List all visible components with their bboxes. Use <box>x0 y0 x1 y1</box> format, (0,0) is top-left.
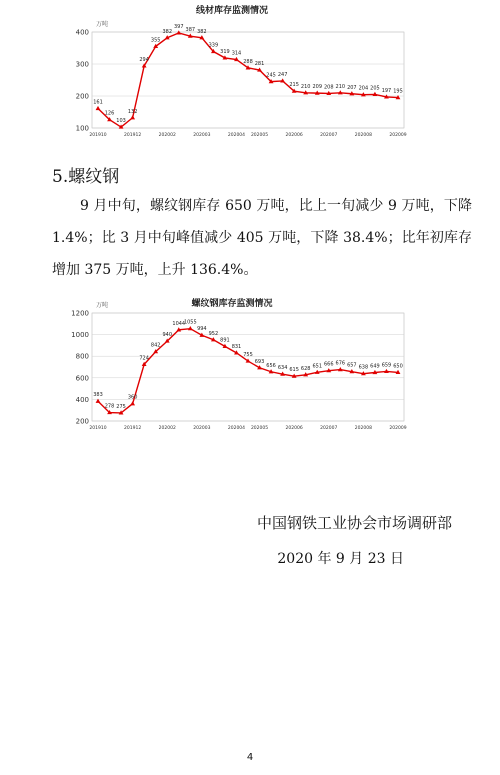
data-label: 210 <box>335 83 346 90</box>
x-tick-label: 202005 <box>250 426 269 431</box>
x-tick-label: 202007 <box>320 426 338 431</box>
x-tick-label: 202007 <box>320 133 338 138</box>
data-label: 314 <box>231 50 242 57</box>
data-label: 676 <box>335 360 346 367</box>
data-label: 294 <box>139 56 149 63</box>
data-label: 650 <box>393 363 403 370</box>
data-label: 339 <box>208 42 219 49</box>
x-tick-label: 202008 <box>354 133 372 138</box>
page-number: 4 <box>246 752 254 763</box>
data-label: 891 <box>220 337 230 344</box>
y-tick-label: 1200 <box>71 309 89 318</box>
y-tick-label: 400 <box>75 28 89 37</box>
data-label: 195 <box>393 88 403 95</box>
data-label: 360 <box>127 394 138 401</box>
data-label: 288 <box>243 58 253 65</box>
data-label: 209 <box>312 84 323 91</box>
data-label: 952 <box>208 330 219 337</box>
x-tick-label: 202003 <box>193 426 211 431</box>
data-label: 724 <box>139 355 149 362</box>
data-point <box>130 401 135 405</box>
chart-svg <box>52 2 412 142</box>
chart-title: 螺纹钢库存监测情况 <box>191 299 273 309</box>
data-label: 382 <box>162 28 173 35</box>
data-label: 666 <box>323 361 334 368</box>
data-label: 281 <box>254 61 265 68</box>
series-line <box>98 329 398 413</box>
data-label: 615 <box>289 367 299 374</box>
data-label: 382 <box>197 28 207 35</box>
data-label: 842 <box>150 342 161 349</box>
data-label: 387 <box>185 27 196 34</box>
organization-signature: 中国钢铁工业协会市场调研部 <box>256 514 452 532</box>
x-tick-label: 201910 <box>89 133 107 138</box>
plot-frame <box>92 313 404 421</box>
y-tick-label: 1000 <box>71 331 89 340</box>
data-label: 208 <box>323 84 334 91</box>
data-label: 132 <box>127 108 138 115</box>
data-label: 207 <box>347 84 357 91</box>
data-label: 245 <box>266 72 276 79</box>
x-tick-label: 201912 <box>124 133 142 138</box>
x-tick-label: 201912 <box>124 426 142 431</box>
data-label: 638 <box>358 364 369 371</box>
y-unit-label: 万吨 <box>96 302 109 309</box>
x-tick-label: 202006 <box>285 133 303 138</box>
section-paragraph <box>52 190 472 286</box>
rebar-chart <box>52 295 412 435</box>
x-tick-label: 202002 <box>158 133 176 138</box>
x-tick-label: 202009 <box>389 426 407 431</box>
data-label: 319 <box>220 48 230 55</box>
data-label: 205 <box>370 85 380 92</box>
x-tick-label: 201910 <box>89 426 107 431</box>
data-point <box>130 115 135 119</box>
data-label: 161 <box>93 99 103 106</box>
y-tick-label: 800 <box>75 352 89 361</box>
data-label: 651 <box>312 363 323 370</box>
data-label: 247 <box>277 71 288 78</box>
data-point <box>176 30 181 34</box>
y-tick-label: 300 <box>75 60 89 69</box>
data-label: 215 <box>289 82 299 89</box>
data-label: 994 <box>197 326 207 333</box>
data-label: 210 <box>300 83 311 90</box>
data-label: 1044 <box>172 320 186 327</box>
wire-rod-chart <box>52 2 412 142</box>
section-title: 5.螺纹钢 <box>52 167 120 187</box>
y-unit-label: 万吨 <box>96 21 109 28</box>
y-tick-label: 400 <box>75 395 89 404</box>
data-label: 657 <box>347 362 357 369</box>
plot-frame <box>92 32 404 128</box>
chart-svg <box>52 295 412 435</box>
paragraph-text: 9 月中旬，螺纹钢库存 650 万吨，比上一旬减少 9 万吨，下降 1.4%；比 3 月中旬峰值减少 405 万吨，下降 38.4%；比年初库存增加 375 万吨，上升 136.4%。 <box>52 198 472 278</box>
data-label: 634 <box>277 365 288 372</box>
x-tick-label: 202009 <box>389 133 407 138</box>
x-tick-label: 202005 <box>250 133 269 138</box>
data-label: 656 <box>266 362 276 369</box>
issue-date: 2020 年 9 月 23 日 <box>277 551 404 567</box>
data-point <box>96 106 101 110</box>
y-tick-label: 200 <box>75 92 89 101</box>
data-label: 628 <box>300 365 311 372</box>
data-label: 278 <box>104 403 115 410</box>
x-tick-label: 202002 <box>158 426 176 431</box>
data-label: 659 <box>381 362 392 369</box>
x-tick-label: 202004 <box>227 426 246 431</box>
data-label: 831 <box>231 343 242 350</box>
data-label: 275 <box>116 403 126 410</box>
data-label: 197 <box>381 87 392 94</box>
data-label: 940 <box>162 332 173 339</box>
y-tick-label: 200 <box>75 417 89 426</box>
data-label: 355 <box>150 37 161 44</box>
data-label: 755 <box>243 352 253 359</box>
data-label: 204 <box>358 85 369 92</box>
series-line <box>98 33 398 127</box>
data-label: 126 <box>104 110 115 117</box>
data-label: 693 <box>254 358 265 365</box>
data-label: 1055 <box>183 319 197 326</box>
data-label: 649 <box>370 363 380 370</box>
y-tick-label: 600 <box>75 374 89 383</box>
data-label: 383 <box>93 392 103 399</box>
x-tick-label: 202003 <box>193 133 211 138</box>
data-label: 397 <box>173 23 184 30</box>
x-tick-label: 202006 <box>285 426 303 431</box>
x-tick-label: 202008 <box>354 426 372 431</box>
data-label: 103 <box>116 118 126 125</box>
chart-title: 线材库存监测情况 <box>195 6 269 16</box>
x-tick-label: 202004 <box>227 133 246 138</box>
y-tick-label: 100 <box>75 124 89 133</box>
